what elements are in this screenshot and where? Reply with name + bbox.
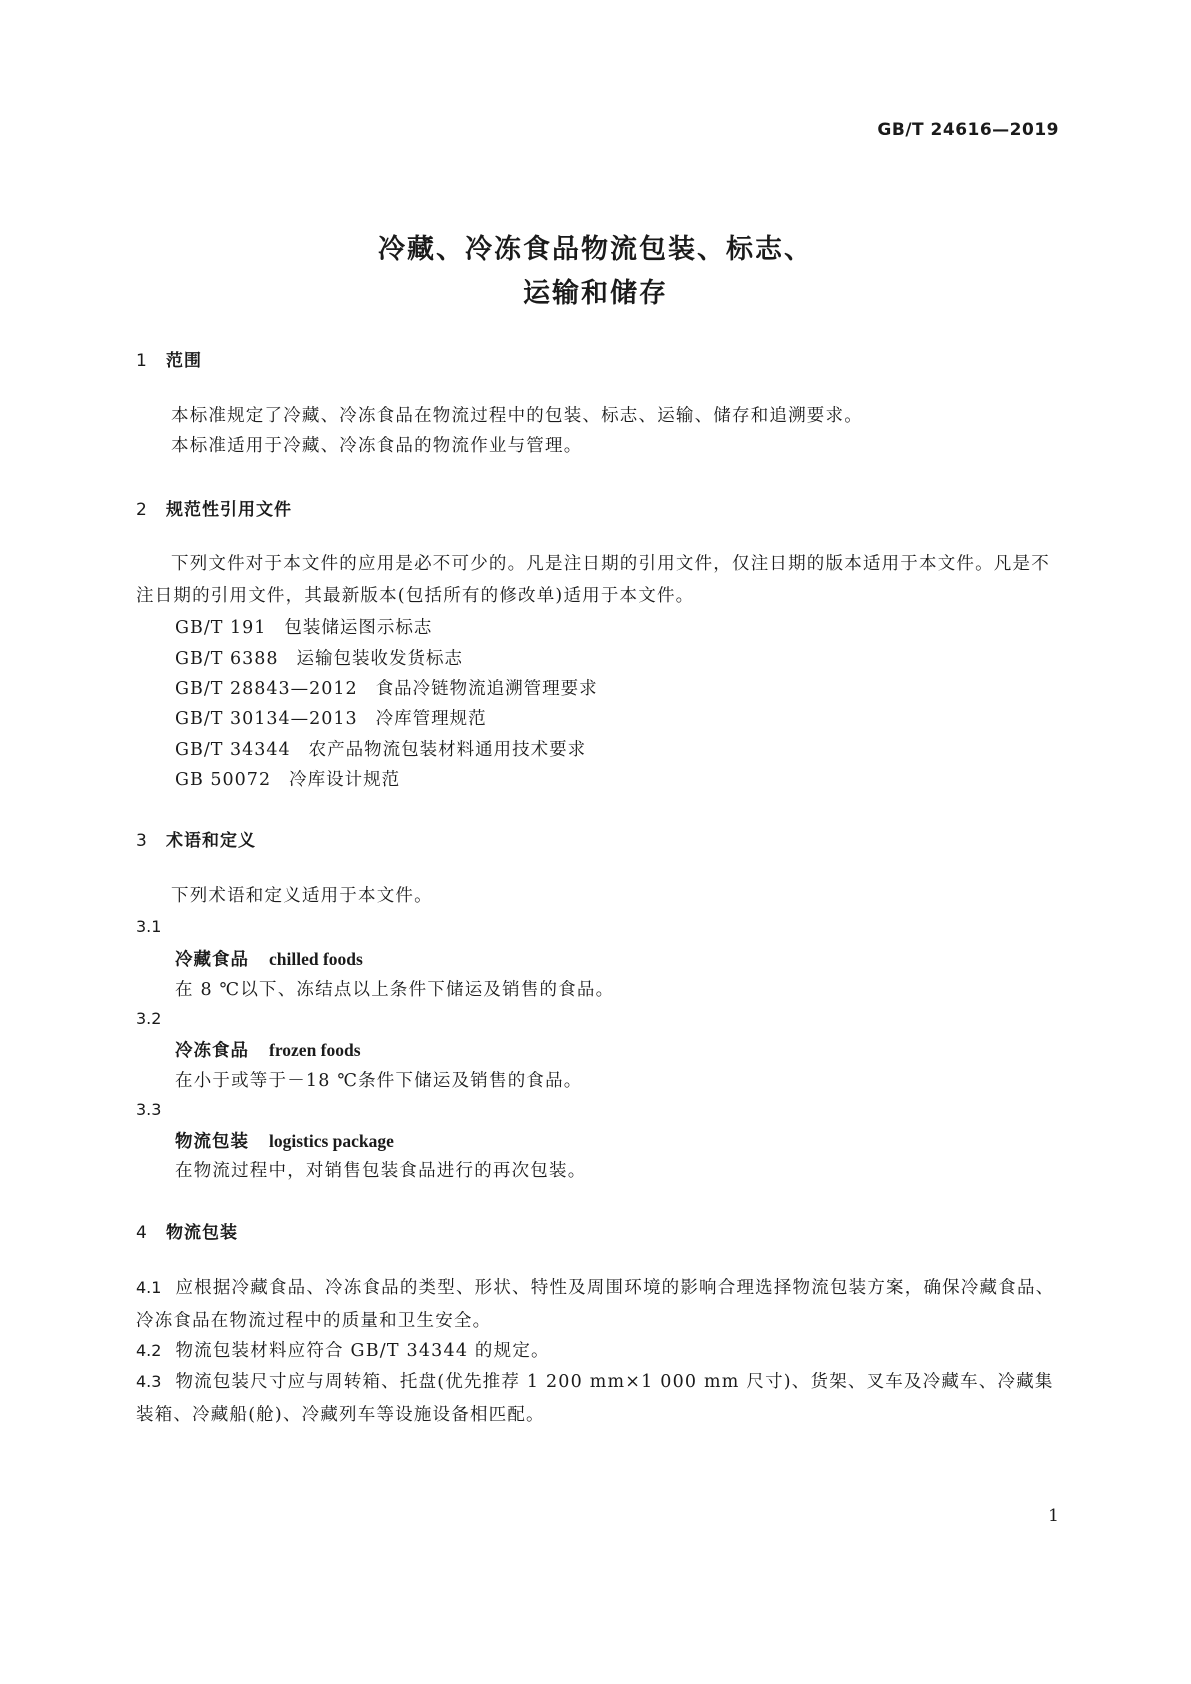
title-line-1: 冷藏、冷冻食品物流包装、标志、: [378, 234, 813, 265]
reference-code: GB/T 28843—2012: [175, 679, 358, 699]
section-title: 范围: [166, 351, 202, 371]
clause-number: 4.1: [136, 1278, 162, 1297]
section-heading-logistics-packaging: [136, 1218, 238, 1243]
section-title: 规范性引用文件: [166, 500, 292, 520]
reference-title: 食品冷链物流追溯管理要求: [375, 679, 598, 699]
reference-title: 包装储运图示标志: [284, 618, 433, 638]
reference-item: [175, 766, 400, 791]
term-chinese: 冷冻食品: [175, 1041, 249, 1061]
reference-item: [175, 675, 598, 700]
term-definition: 在物流过程中，对销售包装食品进行的再次包装。: [175, 1161, 587, 1181]
reference-title: 冷库管理规范: [375, 709, 487, 729]
section-title: 物流包装: [166, 1223, 238, 1243]
term-definition: 在 8 ℃以下、冻结点以上条件下储运及销售的食品。: [175, 980, 615, 1000]
scope-paragraph-2: 本标准适用于冷藏、冷冻食品的物流作业与管理。: [171, 436, 583, 456]
reference-item: [175, 645, 463, 670]
document-title: [0, 228, 1191, 316]
reference-code: GB/T 30134—2013: [175, 709, 358, 729]
term-name: [175, 946, 363, 971]
reference-item: [175, 614, 432, 639]
term-number: 3.2: [136, 1009, 162, 1028]
title-line-2: 运输和储存: [523, 278, 668, 309]
section-title: 术语和定义: [166, 831, 256, 851]
clause-text: 物流包装材料应符合 GB/T 34344 的规定。: [175, 1341, 550, 1361]
section-number: 4: [136, 1223, 148, 1243]
term-name: [175, 1037, 361, 1062]
standard-code: GB/T 24616—2019: [877, 120, 1059, 140]
section-heading-normative-references: [136, 495, 292, 520]
clause-text: 应根据冷藏食品、冷冻食品的类型、形状、特性及周围环境的影响合理选择物流包装方案，确保冷藏食品、冷冻食品在物流过程中的质量和卫生安全。: [136, 1278, 1055, 1331]
section-number: 3: [136, 831, 148, 851]
terms-intro-paragraph: 下列术语和定义适用于本文件。: [171, 886, 433, 906]
term-number: 3.3: [136, 1100, 162, 1119]
section-number: 1: [136, 351, 148, 371]
term-name: [175, 1128, 394, 1153]
clause: [136, 1334, 1059, 1368]
section-number: 2: [136, 500, 148, 520]
term-chinese: 冷藏食品: [175, 950, 249, 970]
reference-title: 农产品物流包装材料通用技术要求: [308, 740, 587, 760]
term-english: frozen foods: [269, 1040, 361, 1060]
reference-title: 冷库设计规范: [289, 770, 401, 790]
reference-title: 运输包装收发货标志: [296, 649, 464, 669]
clause: [136, 1365, 1059, 1432]
reference-code: GB/T 191: [175, 618, 267, 638]
scope-paragraph-1: 本标准规定了冷藏、冷冻食品在物流过程中的包装、标志、运输、储存和追溯要求。: [171, 406, 863, 426]
term-english: logistics package: [269, 1131, 394, 1151]
page-number: 1: [1048, 1506, 1059, 1526]
reference-code: GB 50072: [175, 770, 272, 790]
reference-code: GB/T 34344: [175, 740, 291, 760]
clause: [136, 1271, 1059, 1338]
term-english: chilled foods: [269, 949, 363, 969]
term-number: 3.1: [136, 917, 162, 936]
section-heading-terms: [136, 826, 256, 851]
reference-code: GB/T 6388: [175, 649, 279, 669]
clause-text: 物流包装尺寸应与周转箱、托盘(优先推荐 1 200 mm×1 000 mm 尺寸)、货架、叉车及冷藏车、冷藏集装箱、冷藏船(舱)、冷藏列车等设施设备相匹配。: [136, 1372, 1054, 1425]
term-chinese: 物流包装: [175, 1132, 249, 1152]
clause-number: 4.3: [136, 1372, 162, 1391]
section-heading-scope: [136, 346, 202, 371]
reference-item: [175, 705, 487, 730]
reference-item: [175, 736, 586, 761]
normative-intro-paragraph: 下列文件对于本文件的应用是必不可少的。凡是注日期的引用文件，仅注日期的版本适用于本文件。凡是不注日期的引用文件，其最新版本(包括所有的修改单)适用于本文件。: [136, 554, 1050, 606]
clause-number: 4.2: [136, 1341, 162, 1360]
term-definition: 在小于或等于－18 ℃条件下储运及销售的食品。: [175, 1071, 583, 1091]
